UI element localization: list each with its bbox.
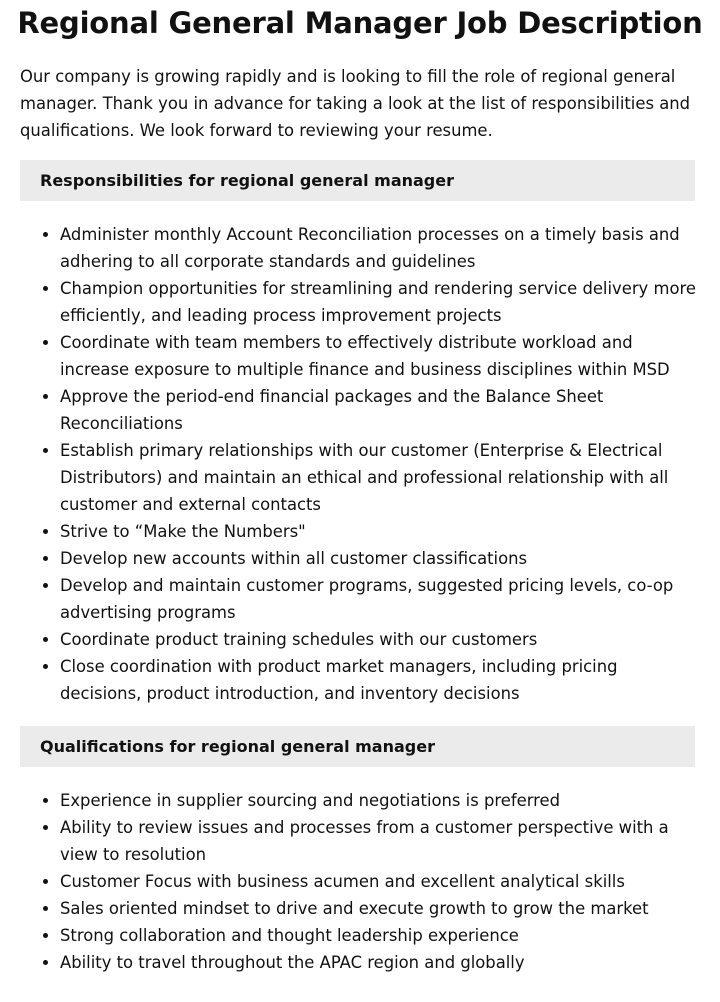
list-item: • Establish primary relationships with our customer (Enterprise & Electrical Distributors) and maintain an ethical and professional relationship with all customer and external contacts	[60, 437, 700, 518]
list-item: • Approve the period-end financial packages and the Balance Sheet Reconciliations	[60, 383, 700, 437]
qualifications-heading: Qualifications for regional general manager	[20, 726, 695, 767]
list-item: • Close coordination with product market managers, including pricing decisions, product introduction, and inventory decisions	[60, 653, 700, 707]
list-item: • Strong collaboration and thought leadership experience	[60, 922, 700, 949]
list-item: • Customer Focus with business acumen and excellent analytical skills	[60, 868, 700, 895]
responsibilities-heading: Responsibilities for regional general manager	[20, 160, 695, 201]
list-item: • Coordinate with team members to effectively distribute workload and increase exposure to multiple finance and business disciplines within MSD	[60, 329, 700, 383]
qualifications-list	[20, 787, 700, 976]
list-item: • Strive to “Make the Numbers"	[60, 518, 700, 545]
list-item: • Coordinate product training schedules with our customers	[60, 626, 700, 653]
list-item: • Develop new accounts within all customer classifications	[60, 545, 700, 572]
list-item: • Experience in supplier sourcing and negotiations is preferred	[60, 787, 700, 814]
responsibilities-list	[20, 221, 700, 707]
list-item: • Ability to travel throughout the APAC region and globally	[60, 949, 700, 976]
list-item: • Administer monthly Account Reconciliation processes on a timely basis and adhering to all corporate standards and guidelines	[60, 221, 700, 275]
list-item: • Champion opportunities for streamlining and rendering service delivery more efficiently, and leading process improvement projects	[60, 275, 700, 329]
intro-paragraph: Our company is growing rapidly and is looking to fill the role of regional general manager. Thank you in advance for taking a look at the list of responsibilities and qualifications. We look forward to reviewing your resume.	[20, 67, 691, 140]
list-item: • Develop and maintain customer programs, suggested pricing levels, co-op advertising programs	[60, 572, 700, 626]
page-title: Regional General Manager Job Description	[17, 6, 703, 40]
list-item: • Sales oriented mindset to drive and execute growth to grow the market	[60, 895, 700, 922]
list-item: • Ability to review issues and processes from a customer perspective with a view to resolution	[60, 814, 700, 868]
